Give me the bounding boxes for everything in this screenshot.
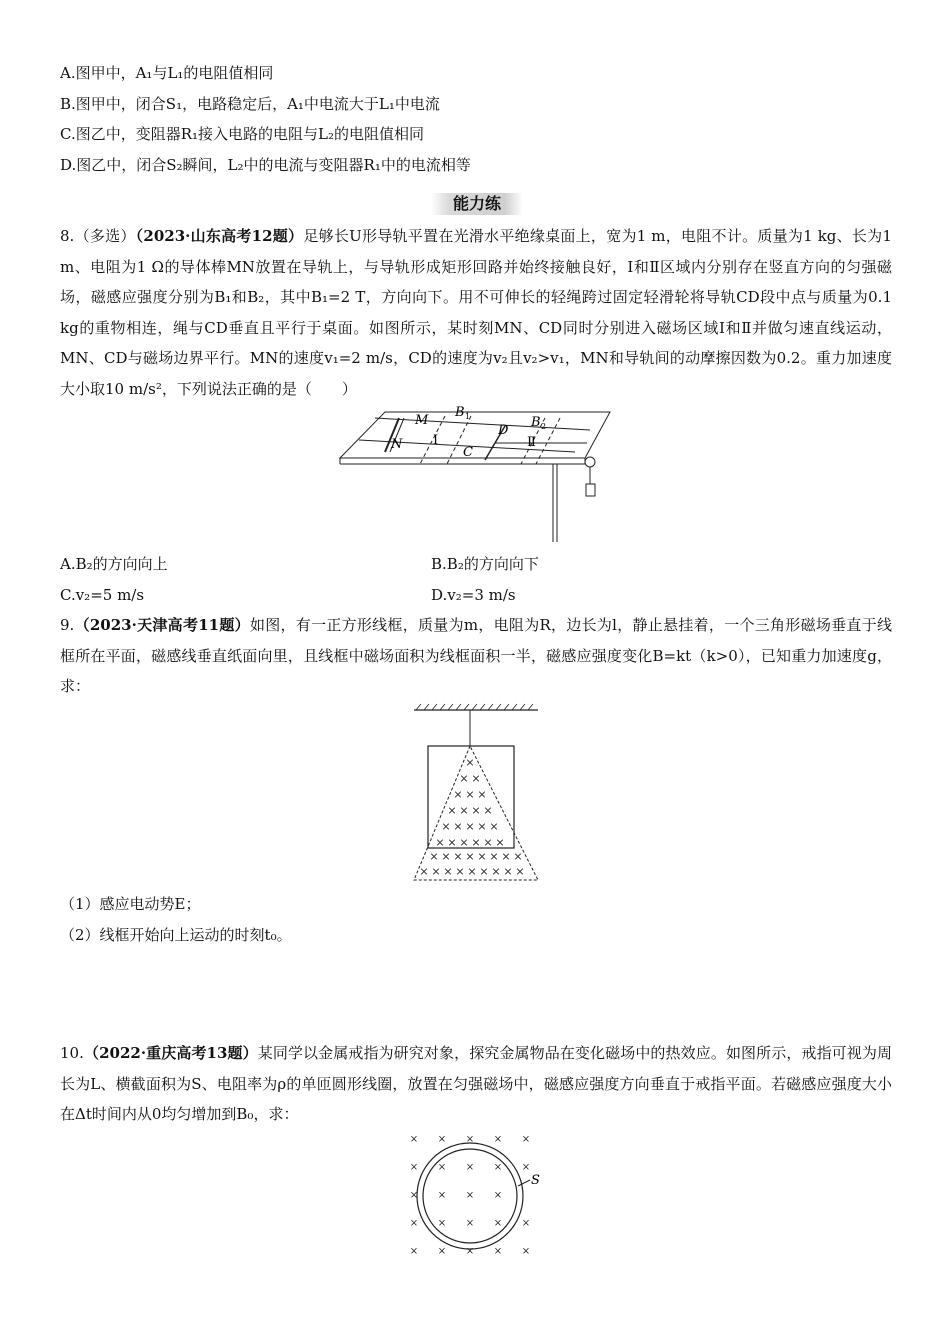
svg-text:×: × xyxy=(477,850,487,863)
label-s: S xyxy=(531,1173,540,1188)
svg-text:×: × xyxy=(441,850,451,863)
question-10-number: 10. xyxy=(60,1044,84,1062)
frame-figure xyxy=(410,700,542,884)
svg-text:×: × xyxy=(503,865,513,878)
svg-text:×: × xyxy=(447,836,457,849)
svg-text:×: × xyxy=(493,1162,503,1173)
svg-text:×: × xyxy=(521,1246,531,1257)
label-b2: B xyxy=(531,415,541,430)
label-d: D xyxy=(498,423,509,438)
svg-text:×: × xyxy=(521,1162,531,1173)
svg-text:×: × xyxy=(501,850,511,863)
svg-text:×: × xyxy=(459,804,469,817)
svg-text:×: × xyxy=(453,850,463,863)
svg-text:×: × xyxy=(515,865,525,878)
question-10-stem: 某同学以金属戒指为研究对象，探究金属物品在变化磁场中的热效应。如图所示，戒指可视为周长为L、横截面积为S、电阻率为ρ的单匝圆形线圈，放置在匀强磁场中，磁感应强度方向垂直于戒指平面。若磁感应强度大小在Δt时间内从0均匀增加到B₀，求： xyxy=(60,1044,892,1123)
svg-text:×: × xyxy=(465,1218,475,1229)
question-9-stem: 如图，有一正方形线框，质量为m，电阻为R，边长为l，静止悬挂着，一个三角形磁场垂直于线框所在平面，磁感线垂直纸面向里，且线框中磁场面积为线框面积一半，磁感应强度变化B=kt（k>0），已知重力加速度g，求： xyxy=(60,616,892,695)
svg-text:×: × xyxy=(409,1246,419,1257)
svg-text:×: × xyxy=(459,772,469,785)
svg-text:×: × xyxy=(471,772,481,785)
svg-text:×: × xyxy=(465,1134,475,1145)
svg-text:×: × xyxy=(491,865,501,878)
svg-text:×: × xyxy=(493,1218,503,1229)
label-n: N xyxy=(391,437,403,452)
question-8 xyxy=(60,221,892,404)
svg-text:×: × xyxy=(467,865,477,878)
svg-text:×: × xyxy=(459,836,469,849)
svg-text:×: × xyxy=(465,1246,475,1257)
label-region-1: Ⅰ xyxy=(433,433,439,448)
svg-text:×: × xyxy=(419,865,429,878)
svg-text:×: × xyxy=(409,1218,419,1229)
option-7d: D.图乙中，闭合S₂瞬间，L₂中的电流与变阻器R₁中的电流相等 xyxy=(60,156,471,174)
option-8a: A.B₂的方向向上 xyxy=(60,555,168,573)
rail-figure xyxy=(335,402,615,544)
question-9-source: （2023·天津高考11题） xyxy=(74,616,250,634)
label-b1-sub: 1 xyxy=(465,412,471,421)
svg-text:×: × xyxy=(437,1190,447,1201)
question-9-sub-2: （2）线框开始向上运动的时刻t₀。 xyxy=(60,926,292,944)
question-8-number: 8. xyxy=(60,227,75,245)
question-8-source: （2023·山东高考12题） xyxy=(135,227,304,245)
svg-text:×: × xyxy=(521,1218,531,1229)
question-9 xyxy=(60,610,892,702)
option-8d: D.v₂=3 m/s xyxy=(431,586,516,604)
svg-text:×: × xyxy=(465,850,475,863)
svg-text:×: × xyxy=(521,1134,531,1145)
svg-text:×: × xyxy=(465,1162,475,1173)
svg-text:×: × xyxy=(493,1246,503,1257)
question-9-number: 9. xyxy=(60,616,75,634)
svg-text:×: × xyxy=(409,1134,419,1145)
svg-text:×: × xyxy=(409,1190,419,1201)
svg-text:×: × xyxy=(483,804,493,817)
svg-text:×: × xyxy=(513,850,523,863)
label-region-2: Ⅱ xyxy=(527,435,536,450)
svg-text:×: × xyxy=(409,1162,419,1173)
svg-text:×: × xyxy=(453,820,463,833)
label-m: M xyxy=(415,413,429,428)
svg-text:×: × xyxy=(479,865,489,878)
svg-text:×: × xyxy=(489,820,499,833)
option-8c: C.v₂=5 m/s xyxy=(60,586,145,604)
svg-text:×: × xyxy=(431,865,441,878)
svg-text:×: × xyxy=(437,1134,447,1145)
option-7c: C.图乙中，变阻器R₁接入电路的电阻与L₂的电阻值相同 xyxy=(60,125,424,143)
svg-text:×: × xyxy=(465,788,475,801)
option-8b: B.B₂的方向向下 xyxy=(431,555,539,573)
question-10 xyxy=(60,1038,892,1130)
svg-text:×: × xyxy=(465,820,475,833)
question-8-tag: （多选） xyxy=(74,227,136,245)
svg-text:×: × xyxy=(465,1190,475,1201)
ring-figure xyxy=(400,1128,550,1262)
svg-text:×: × xyxy=(443,865,453,878)
svg-text:×: × xyxy=(465,756,475,769)
svg-text:×: × xyxy=(455,865,465,878)
svg-text:×: × xyxy=(435,836,445,849)
question-10-source: （2022·重庆高考13题） xyxy=(83,1044,258,1062)
svg-text:×: × xyxy=(437,1218,447,1229)
svg-text:×: × xyxy=(493,1190,503,1201)
svg-text:×: × xyxy=(471,804,481,817)
question-8-stem: 足够长U形导轨平置在光滑水平绝缘桌面上，宽为1 m，电阻不计。质量为1 kg、长为1 m、电阻为1 Ω的导体棒MN放置在导轨上，与导轨形成矩形回路并始终接触良好，Ⅰ和Ⅱ区域内分别存在竖直方向的匀强磁场，磁感应强度分别为B₁和B₂，其中B₁=2 T，方向向下。用不可伸长的轻绳跨过固定轻滑轮将导轨CD段中点与质量为0.1 kg的重物相连，绳与CD垂直且平行于桌面。如图所示，某时刻MN、CD同时分别进入磁场区域Ⅰ和Ⅱ并做匀速直线运动，MN、CD与磁场边界平行。MN的速度v₁=2 m/s，CD的速度为v₂且v₂>v₁，MN和导轨间的动摩擦因数为0.2。重力加速度大小取10 m/s²，下列说法正确的是（ ） xyxy=(60,227,892,398)
option-7b: B.图甲中，闭合S₁，电路稳定后，A₁中电流大于L₁中电流 xyxy=(60,95,440,113)
question-9-sub-1: （1）感应电动势E； xyxy=(60,895,201,913)
svg-text:×: × xyxy=(477,820,487,833)
svg-text:×: × xyxy=(441,820,451,833)
label-b1: B xyxy=(455,405,465,420)
svg-text:×: × xyxy=(483,836,493,849)
svg-text:×: × xyxy=(477,788,487,801)
svg-text:×: × xyxy=(489,850,499,863)
label-b2-sub: 2 xyxy=(541,422,547,431)
svg-text:×: × xyxy=(437,1246,447,1257)
svg-text:×: × xyxy=(493,1134,503,1145)
svg-text:×: × xyxy=(495,836,505,849)
label-c: C xyxy=(463,445,473,460)
svg-text:×: × xyxy=(437,1162,447,1173)
section-title: 能力练 xyxy=(431,193,523,215)
svg-text:×: × xyxy=(471,836,481,849)
svg-text:×: × xyxy=(429,850,439,863)
svg-text:×: × xyxy=(453,788,463,801)
option-7a: A.图甲中，A₁与L₁的电阻值相同 xyxy=(60,64,274,82)
svg-text:×: × xyxy=(447,804,457,817)
